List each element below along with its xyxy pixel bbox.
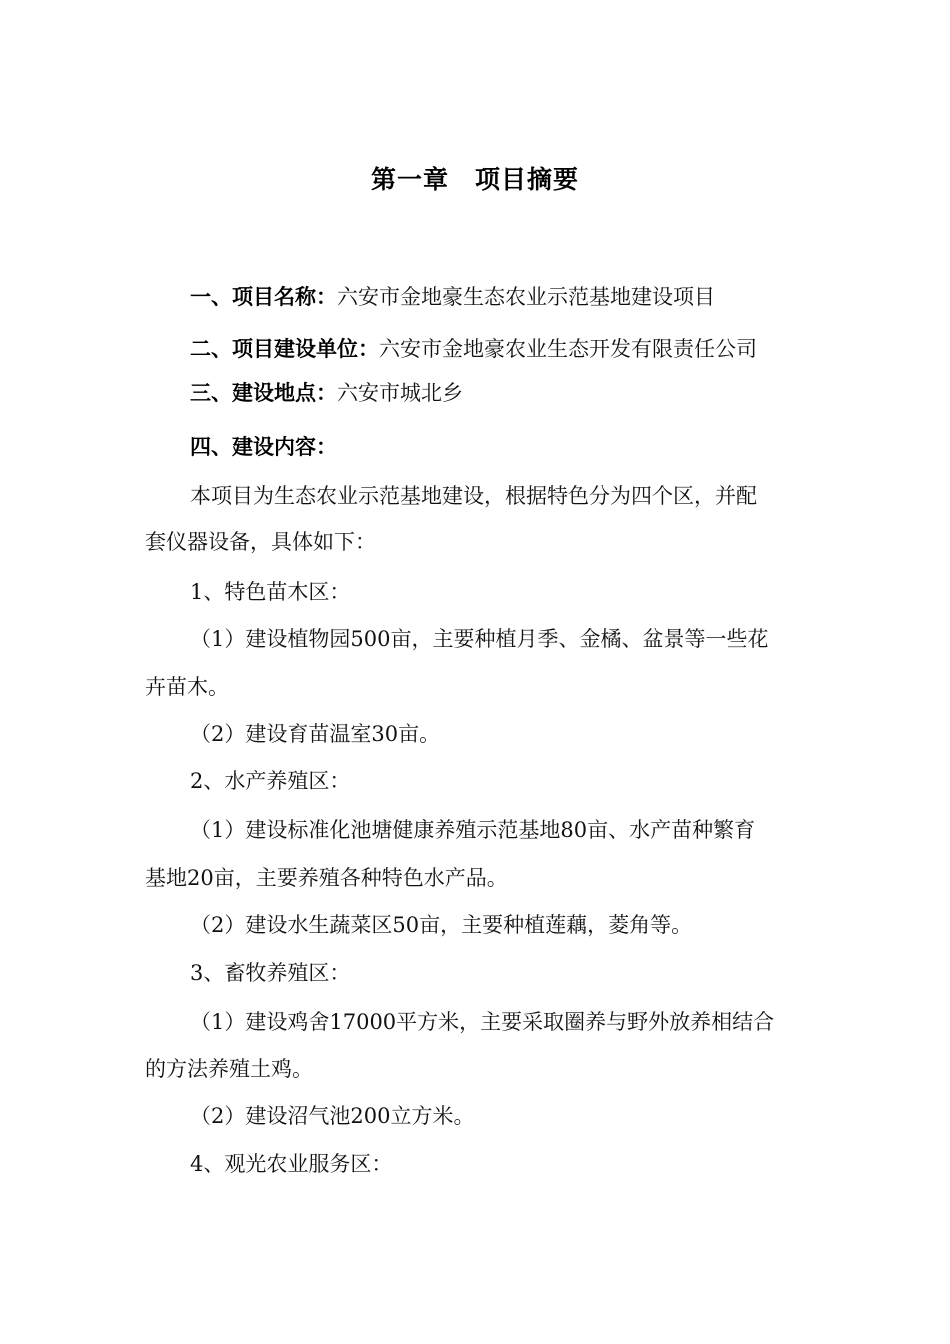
item-construction-content xyxy=(190,433,337,461)
item-construction-unit xyxy=(190,335,757,363)
page-title: 第一章 项目摘要 xyxy=(370,165,579,194)
section-heading: 4、观光农业服务区： xyxy=(190,1152,393,1176)
item-label: 三、建设地点： xyxy=(190,381,337,405)
entry-line: （1）建设标准化池塘健康养殖示范基地80亩、水产苗种繁育 xyxy=(190,818,756,842)
item-value: 六安市城北乡 xyxy=(337,381,463,405)
entry-line-continued: 卉苗木。 xyxy=(145,675,229,699)
intro-paragraph-line-1: 本项目为生态农业示范基地建设，根据特色分为四个区，并配 xyxy=(190,484,757,508)
item-label: 一、项目名称： xyxy=(190,285,337,309)
item-project-name xyxy=(190,283,715,311)
item-value: 六安市金地豪生态农业示范基地建设项目 xyxy=(337,285,715,309)
entry-line: （2）建设育苗温室30亩。 xyxy=(190,722,441,746)
entry-line: （2）建设沼气池200立方米。 xyxy=(190,1104,475,1128)
item-label: 二、项目建设单位： xyxy=(190,337,379,361)
entry-line-continued: 基地20亩，主要养殖各种特色水产品。 xyxy=(145,866,508,890)
item-construction-site xyxy=(190,379,463,407)
intro-paragraph-line-2: 套仪器设备，具体如下： xyxy=(145,530,376,554)
section-heading: 1、特色苗木区： xyxy=(190,580,351,604)
entry-line: （1）建设鸡舍17000平方米，主要采取圈养与野外放养相结合 xyxy=(190,1010,775,1034)
section-heading: 3、畜牧养殖区： xyxy=(190,961,351,985)
entry-line-continued: 的方法养殖土鸡。 xyxy=(145,1057,313,1081)
entry-line: （1）建设植物园500亩，主要种植月季、金橘、盆景等一些花 xyxy=(190,627,769,651)
item-value: 六安市金地豪农业生态开发有限责任公司 xyxy=(379,337,757,361)
section-heading: 2、水产养殖区： xyxy=(190,769,351,793)
item-label: 四、建设内容： xyxy=(190,435,337,459)
entry-line: （2）建设水生蔬菜区50亩，主要种植莲藕，菱角等。 xyxy=(190,913,693,937)
